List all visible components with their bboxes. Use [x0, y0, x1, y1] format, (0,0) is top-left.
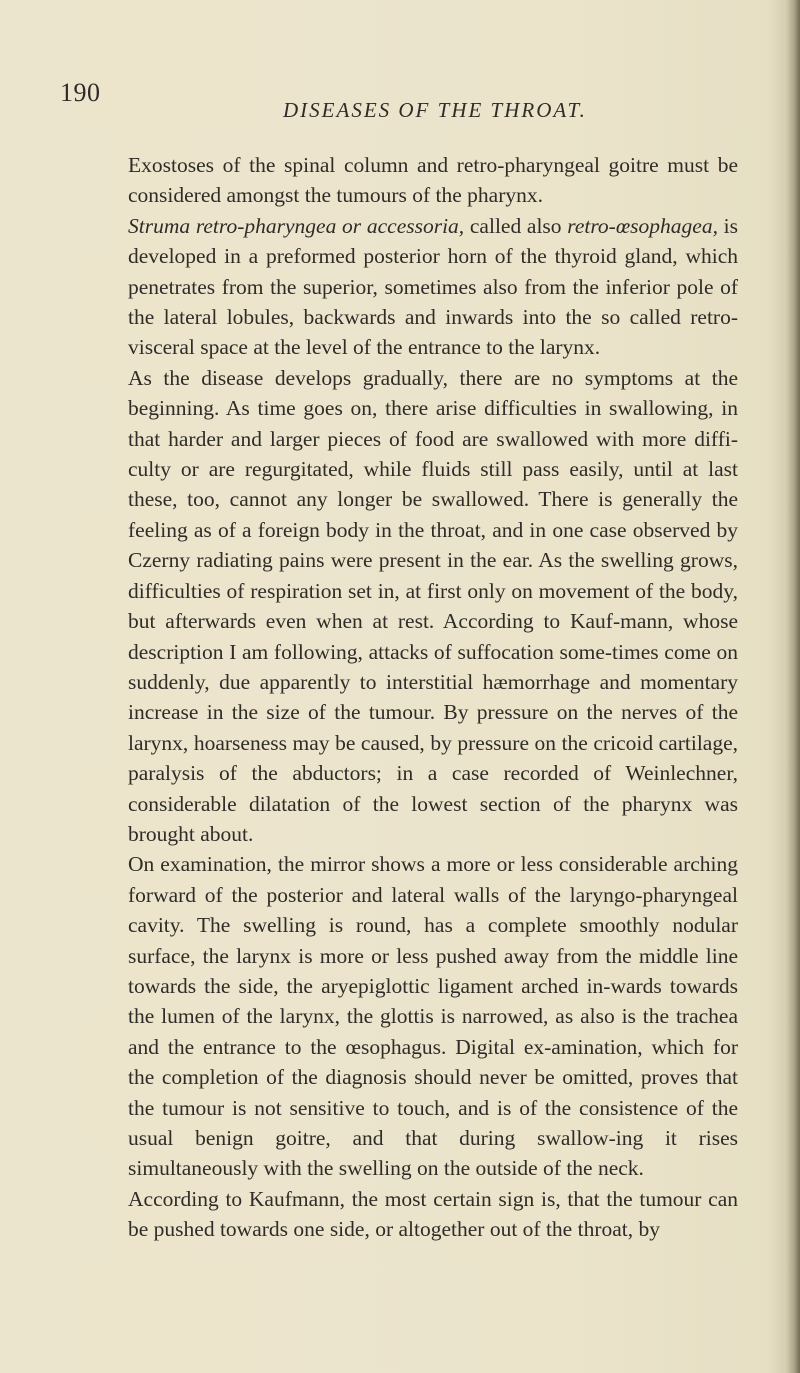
paragraph-exostoses [128, 150, 738, 211]
term-retro-oesophagea: retro-œsophagea, [567, 213, 718, 238]
page-number: 190 [60, 78, 101, 107]
paragraph-struma [128, 211, 738, 363]
paragraph-struma-rest: is developed in a preformed posterior horn of the thyroid gland, which penetrates from the superior, sometimes also from the inferior pole of the lateral lobules, backwards and inwards into the so called retro-visceral space at the level of the entrance to the larynx. [128, 213, 738, 360]
paragraph-examination-text: On examination, the mirror shows a more or less considerable arching forward of the posterior and lateral walls of the laryngo-pharyngeal cavity. The swelling is round, has a complete smoothly nodular surface, the larynx is more or less pushed away from the middle line towards the side, the aryepiglottic ligament arched in-wards towards the lumen of the larynx, the glottis is narrowed, as also is the trachea and the entrance to the œsophagus. Digital ex-amination, which for the completion of the diagnosis should never be omitted, proves that the tumour is not sensitive to touch, and is of the consistence of the usual benign goitre, and that during swallow-ing it rises simultaneously with the swelling on the outside of the neck. [128, 852, 738, 1181]
body-text [128, 150, 738, 1245]
term-struma: Struma retro-pharyngea or accessoria, [128, 213, 465, 238]
paragraph-symptoms [128, 363, 738, 850]
paragraph-struma-mid: called also [464, 213, 568, 238]
paragraph-kaufmann-text: According to Kaufmann, the most certain sign is, that the tumour can be pushed towards one side, or altogether out of the throat, by [128, 1186, 738, 1242]
paragraph-kaufmann [128, 1184, 738, 1245]
paragraph-examination [128, 849, 738, 1183]
paragraph-symptoms-text: As the disease develops gradually, there are no symptoms at the beginning. As time goes on, there arise difficulties in swallowing, in that harder and larger pieces of food are swallowed with more diffi-culty or are regurgitated, while fluids still pass easily, until at last these, too, cannot any longer be swallowed. There is generally the feeling as of a foreign body in the throat, and in one case observed by Czerny radiating pains were present in the ear. As the swelling grows, difficulties of respiration set in, at first only on movement of the body, but afterwards even when at rest. According to Kauf-mann, whose description I am following, attacks of suffocation some-times come on suddenly, due apparently to interstitial hæmorrhage and momentary increase in the size of the tumour. By pressure on the nerves of the larynx, hoarseness may be caused, by pressure on the cricoid cartilage, paralysis of the abductors; in a case recorded of Weinlechner, considerable dilatation of the lowest section of the pharynx was brought about. [128, 365, 738, 846]
paragraph-exostoses-text: Exostoses of the spinal column and retro-pharyngeal goitre must be considered amongst the tumours of the pharynx. [128, 153, 738, 208]
running-head: DISEASES OF THE THROAT. [283, 98, 587, 122]
page-edge-shadow [786, 0, 800, 1373]
